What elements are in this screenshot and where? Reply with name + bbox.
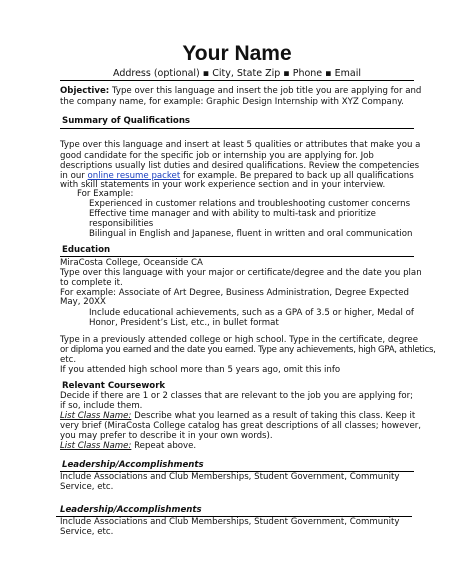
- coursework-text: Repeat above.: [131, 441, 197, 451]
- objective-line-1: [60, 86, 421, 97]
- coursework-text: Describe what you learned as a result of taking this class. Keep it: [131, 411, 416, 421]
- summary-line: descriptions usually list duties and desired qualifications. Review the competencies: [60, 161, 420, 171]
- class-name-label: List Class Name:: [60, 411, 132, 421]
- education-rule: [60, 256, 414, 257]
- education-line: Type in a previously attended college or high school. Type in the certificate, degree: [60, 335, 418, 345]
- candidate-name: Your Name: [182, 42, 292, 65]
- education-line: Include educational achievements, such as a GPA of 3.5 or higher, Medal of: [89, 308, 414, 318]
- coursework-line: if so, include them.: [60, 401, 143, 411]
- example-item: Effective time manager and with ability to multi-task and prioritize: [89, 209, 376, 219]
- summary-heading: Summary of Qualifications: [62, 116, 191, 126]
- example-item: responsibilities: [89, 219, 154, 229]
- objective-label: Objective:: [60, 86, 110, 96]
- coursework-heading: Relevant Coursework: [62, 381, 166, 391]
- education-line: etc.: [60, 355, 77, 365]
- example-item: Experienced in customer relations and troubleshooting customer concerns: [89, 199, 411, 209]
- summary-text: in our: [60, 171, 88, 181]
- education-line: For example: Associate of Art Degree, Business Administration, Degree Expected: [60, 288, 409, 298]
- example-item: Bilingual in English and Japanese, fluent in written and oral communication: [89, 229, 413, 239]
- leadership-line: Service, etc.: [60, 482, 114, 492]
- coursework-line: Decide if there are 1 or 2 classes that are relevant to the job you are applying for;: [60, 391, 414, 401]
- coursework-line: very brief (MiraCosta College catalog has great descriptions of all classes; however,: [60, 421, 421, 431]
- education-line: May, 20XX: [60, 297, 106, 307]
- coursework-line: [60, 441, 196, 452]
- resume-packet-link[interactable]: online resume packet: [87, 171, 181, 181]
- education-line: to complete it.: [60, 278, 123, 288]
- education-school: MiraCosta College, Oceanside CA: [60, 258, 203, 268]
- summary-line: Type over this language and insert at least 5 qualities or attributes that make you a: [60, 140, 421, 150]
- coursework-line: [60, 411, 415, 422]
- coursework-line: you may prefer to describe it in your own words).: [60, 431, 273, 441]
- example-label: For Example:: [77, 189, 134, 199]
- leadership-line: Include Associations and Club Memberships, Student Government, Community: [60, 472, 400, 482]
- contact-line: Address (optional) ▪ City, State Zip ▪ Phone ▪ Email: [113, 68, 361, 79]
- leadership-heading: Leadership/Accomplishments: [60, 505, 202, 515]
- education-line: or diploma you earned and the date you earned. Type any achievements, high GPA, athletics,: [60, 345, 436, 355]
- education-heading: Education: [62, 245, 111, 255]
- summary-text: for example. Be prepared to back up all qualifications: [180, 171, 414, 181]
- education-line: If you attended high school more than 5 years ago, omit this info: [60, 365, 341, 375]
- leadership-line: Service, etc.: [60, 527, 114, 537]
- summary-rule: [60, 128, 414, 129]
- summary-line: good candidate for the specific job or internship you are applying for. Job: [60, 151, 374, 161]
- education-line: Type over this language with your major or certificate/degree and the date you plan: [60, 268, 422, 278]
- header-rule: [60, 80, 414, 81]
- leadership-heading: Leadership/Accomplishments: [62, 460, 204, 470]
- education-line: Honor, President’s List, etc., in bullet format: [89, 318, 279, 328]
- leadership-line: Include Associations and Club Memberships, Student Government, Community: [60, 517, 400, 527]
- objective-line-2: the company name, for example: Graphic Design Internship with XYZ Company.: [60, 97, 404, 107]
- summary-line: with skill statements in your work experience section and in your interview.: [60, 180, 386, 190]
- class-name-label: List Class Name:: [60, 441, 132, 451]
- objective-text: Type over this language and insert the job title you are applying for and: [109, 86, 422, 96]
